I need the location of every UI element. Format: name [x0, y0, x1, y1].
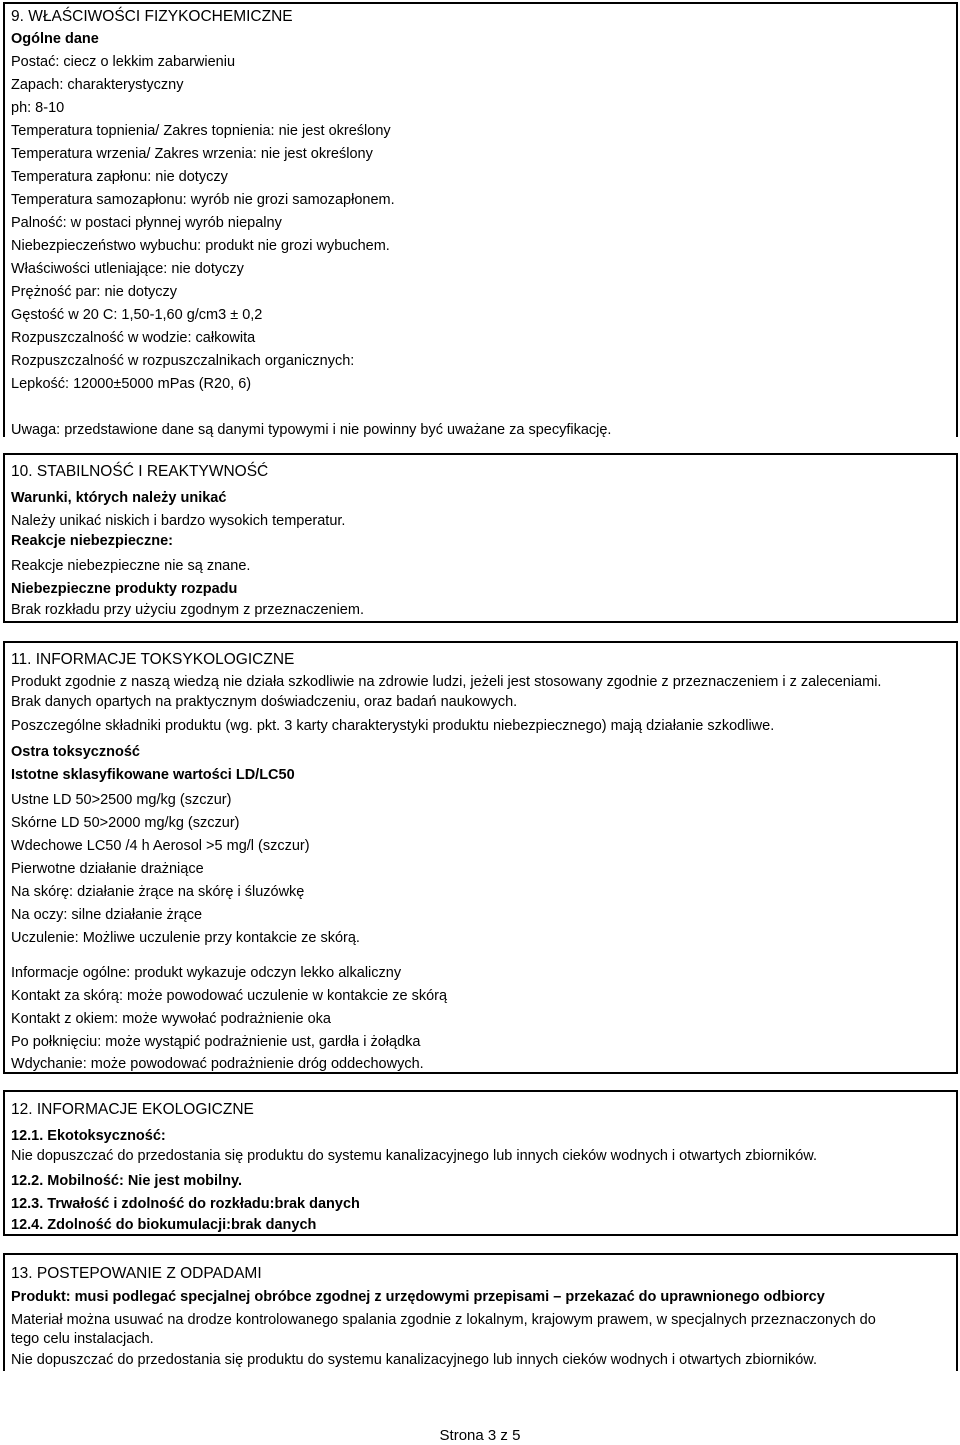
subheading: 12.3. Trwałość i zdolność do rozkładu:brak danych [11, 1196, 360, 1212]
text-line: Reakcje niebezpieczne nie są znane. [11, 558, 251, 574]
text-line: Niebezpieczeństwo wybuchu: produkt nie grozi wybuchem. [11, 238, 390, 254]
text-line: Prężność par: nie dotyczy [11, 284, 178, 300]
subheading: Ostra toksyczność [11, 744, 140, 760]
text-line: Zapach: charakterystyczny [11, 77, 184, 93]
text-line: Nie dopuszczać do przedostania się produktu do systemu kanalizacyjnego lub innych cieków wodnych i otwartych zbiorników. [11, 1352, 817, 1368]
text-line: Rozpuszczalność w wodzie: całkowita [11, 330, 256, 346]
text-line: Temperatura samozapłonu: wyrób nie grozi samozapłonem. [11, 192, 395, 208]
subheading: Istotne sklasyfikowane wartości LD/LC50 [11, 767, 295, 783]
text-line: Nie dopuszczać do przedostania się produktu do systemu kanalizacyjnego lub innych cieków wodnych i otwartych zbiorników. [11, 1148, 817, 1164]
section-sec13 [3, 1253, 958, 1371]
subheading: Reakcje niebezpieczne: [11, 533, 173, 549]
subheading: Niebezpieczne produkty rozpadu [11, 581, 238, 597]
text-line: Temperatura wrzenia/ Zakres wrzenia: nie jest określony [11, 146, 373, 162]
subheading: Produkt: musi podlegać specjalnej obróbce zgodnej z urzędowymi przepisami – przekazać do uprawnionego odbiorcy [11, 1289, 825, 1305]
section-heading: 10. STABILNOŚĆ I REAKTYWNOŚĆ [11, 463, 269, 480]
text-line: Skórne LD 50>2000 mg/kg (szczur) [11, 815, 240, 831]
text-line: Ustne LD 50>2500 mg/kg (szczur) [11, 792, 232, 808]
text-line: Uczulenie: Możliwe uczulenie przy kontakcie ze skórą. [11, 930, 360, 946]
text-line: tego celu instalacjach. [11, 1331, 154, 1347]
section-sec12 [3, 1090, 958, 1236]
text-line: Temperatura zapłonu: nie dotyczy [11, 169, 228, 185]
text-line: Brak danych opartych na praktycznym doświadczeniu, oraz badań naukowych. [11, 694, 518, 710]
subheading: Warunki, których należy unikać [11, 490, 227, 506]
text-line: Pierwotne działanie drażniące [11, 861, 204, 877]
text-line: Na skórę: działanie żrące na skórę i śluzówkę [11, 884, 305, 900]
section-heading: 13. POSTEPOWANIE Z ODPADAMI [11, 1265, 262, 1282]
subheading: 12.1. Ekotoksyczność: [11, 1128, 166, 1144]
text-line: Postać: ciecz o lekkim zabarwieniu [11, 54, 236, 70]
text-line: Kontakt za skórą: może powodować uczulenie w kontakcie ze skórą [11, 988, 448, 1004]
section-heading: 9. WŁAŚCIWOŚCI FIZYKOCHEMICZNE [11, 8, 293, 25]
text-line: Brak rozkładu przy użyciu zgodnym z przeznaczeniem. [11, 602, 364, 618]
page-number: Strona 3 z 5 [439, 1427, 521, 1444]
text-line: Poszczególne składniki produktu (wg. pkt. 3 karty charakterystyki produktu niebezpiecznego) mają działanie szkodliwe. [11, 718, 775, 734]
section-heading: 11. INFORMACJE TOKSYKOLOGICZNE [11, 651, 295, 668]
text-line: Produkt zgodnie z naszą wiedzą nie działa szkodliwie na zdrowie ludzi, jeżeli jest stosowany zgodnie z przeznaczeniem i z zaleceniami. [11, 674, 882, 690]
text-line: Temperatura topnienia/ Zakres topnienia: nie jest określony [11, 123, 391, 139]
text-line: ph: 8-10 [11, 100, 65, 116]
section-sec9 [3, 2, 958, 437]
text-line: Na oczy: silne działanie żrące [11, 907, 203, 923]
text-line: Po połknięciu: może wystąpić podrażnienie ust, gardła i żołądka [11, 1034, 421, 1050]
subheading: 12.2. Mobilność: Nie jest mobilny. [11, 1173, 242, 1189]
section-sec10 [3, 453, 958, 623]
text-line: Lepkość: 12000±5000 mPas (R20, 6) [11, 376, 252, 392]
section-sec11 [3, 641, 958, 1074]
text-line: Wdechowe LC50 /4 h Aerosol >5 mg/l (szczur) [11, 838, 310, 854]
subheading: 12.4. Zdolność do biokumulacji:brak danych [11, 1217, 317, 1233]
text-line: Kontakt z okiem: może wywołać podrażnienie oka [11, 1011, 331, 1027]
section-heading: 12. INFORMACJE EKOLOGICZNE [11, 1101, 254, 1118]
subheading: Ogólne dane [11, 31, 99, 47]
text-line: Należy unikać niskich i bardzo wysokich temperatur. [11, 513, 346, 529]
text-line: Palność: w postaci płynnej wyrób niepalny [11, 215, 282, 231]
text-line: Gęstość w 20 C: 1,50-1,60 g/cm3 ± 0,2 [11, 307, 263, 323]
text-line: Materiał można usuwać na drodze kontrolowanego spalania zgodnie z lokalnym, krajowym prawem, w specjalnych przeznaczonych do [11, 1312, 876, 1328]
text-line: Informacje ogólne: produkt wykazuje odczyn lekko alkaliczny [11, 965, 402, 981]
text-line: Rozpuszczalność w rozpuszczalnikach organicznych: [11, 353, 355, 369]
text-line: Uwaga: przedstawione dane są danymi typowymi i nie powinny być uważane za specyfikację. [11, 422, 612, 438]
text-line: Wdychanie: może powodować podrażnienie dróg oddechowych. [11, 1056, 424, 1072]
text-line: Właściwości utleniające: nie dotyczy [11, 261, 244, 277]
